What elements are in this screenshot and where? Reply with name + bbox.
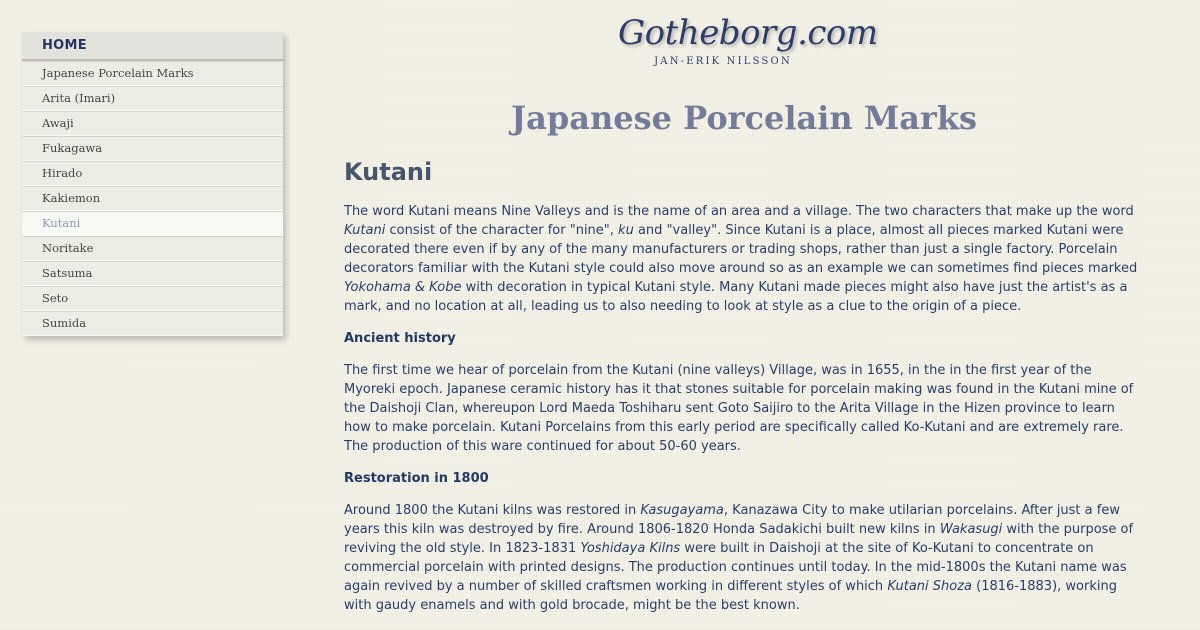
- restoration-emphasis-kutani-shoza: Kutani Shoza: [887, 579, 973, 594]
- nav-item-awaji[interactable]: Awaji: [22, 111, 283, 136]
- restoration-paragraph: [344, 501, 1144, 615]
- sidebar-nav: [22, 32, 283, 336]
- page-title: Japanese Porcelain Marks: [510, 99, 978, 137]
- nav-item-noritake[interactable]: Noritake: [22, 236, 283, 261]
- site-logo[interactable]: [618, 12, 878, 67]
- restoration-text-4: were built in Daishoji at the site of Ko-Kutani to concentrate on commercial porcelain with printed designs. The production continues until today. In the mid-1800s the Kutani name was again revived by a number of skilled craftsmen working in different styles of which: [344, 541, 1127, 594]
- nav-item-arita[interactable]: Arita (Imari): [22, 86, 283, 111]
- section-title: Kutani: [344, 158, 433, 186]
- restoration-heading: Restoration in 1800: [344, 471, 489, 486]
- intro-text-3: and "valley". Since Kutani is a place, almost all pieces marked Kutani were decorated there even if by any of the many manufacturers or trading shops, rather than just a single factory. Porcelain decorators familiar with the Kutani style could also move around so as an example we can sometimes find pieces marked: [344, 223, 1138, 276]
- nav-item-sumida[interactable]: Sumida: [22, 311, 283, 336]
- intro-text-1: The word Kutani means Nine Valleys and is the name of an area and a village. The two characters that make up the word: [344, 204, 1134, 219]
- logo-wordmark: Gotheborg.com: [618, 13, 878, 53]
- main-content: [344, 96, 1144, 615]
- nav-item-fukagawa[interactable]: Fukagawa: [22, 136, 283, 161]
- nav-item-hirado[interactable]: Hirado: [22, 161, 283, 186]
- nav-item-kutani[interactable]: Kutani: [22, 211, 283, 236]
- nav-item-satsuma[interactable]: Satsuma: [22, 261, 283, 286]
- intro-text-2: consist of the character for "nine",: [385, 223, 619, 238]
- restoration-emphasis-kasugayama: Kasugayama: [640, 503, 724, 518]
- intro-paragraph: [344, 202, 1144, 316]
- ancient-history-heading: Ancient history: [344, 331, 456, 346]
- intro-emphasis-yokohama-kobe: Yokohama & Kobe: [344, 280, 462, 295]
- nav-home-link[interactable]: HOME: [22, 32, 283, 61]
- restoration-text-3: with the purpose of reviving the old style. In 1823-1831: [344, 522, 1134, 556]
- restoration-emphasis-yoshidaya: Yoshidaya Kilns: [580, 541, 681, 556]
- restoration-text-2: , Kanazawa City to make utilarian porcelains. After just a few years this kiln was destroyed by fire. Around 1806-1820 Honda Sadakichi built new kilns in: [344, 503, 1120, 537]
- ancient-history-paragraph: The first time we hear of porcelain from the Kutani (nine valleys) Village, was in 1655, in the in the first year of the Myoreki epoch. Japanese ceramic history has it that stones suitable for porcelain making was found in the Kutani mine of the Daishoji Clan, whereupon Lord Maeda Toshiharu sent Goto Saijiro to the Arita Village in the Hizen province to learn how to make porcelain. Kutani Porcelains from this early period are specifically called Ko-Kutani and are extremely rare. The production of this ware continued for about 50-60 years.: [344, 363, 1134, 454]
- nav-item-seto[interactable]: Seto: [22, 286, 283, 311]
- intro-text-4: with decoration in typical Kutani style. Many Kutani made pieces might also have just the artist's as a mark, and no location at all, leading us to also needing to look at style as a clue to the origin of a piece.: [344, 280, 1128, 314]
- restoration-text-5: (1816-1883), working with gaudy enamels and with gold brocade, might be the best known.: [344, 579, 1117, 613]
- nav-item-kakiemon[interactable]: Kakiemon: [22, 186, 283, 211]
- intro-emphasis-kutani: Kutani: [344, 223, 386, 238]
- restoration-emphasis-wakasugi: Wakasugi: [939, 522, 1003, 537]
- restoration-text-1: Around 1800 the Kutani kilns was restored in: [344, 503, 641, 518]
- logo-author: JAN-ERIK NILSSON: [654, 56, 792, 67]
- nav-item-japanese-porcelain-marks[interactable]: Japanese Porcelain Marks: [22, 61, 283, 86]
- intro-emphasis-ku: ku: [618, 223, 634, 238]
